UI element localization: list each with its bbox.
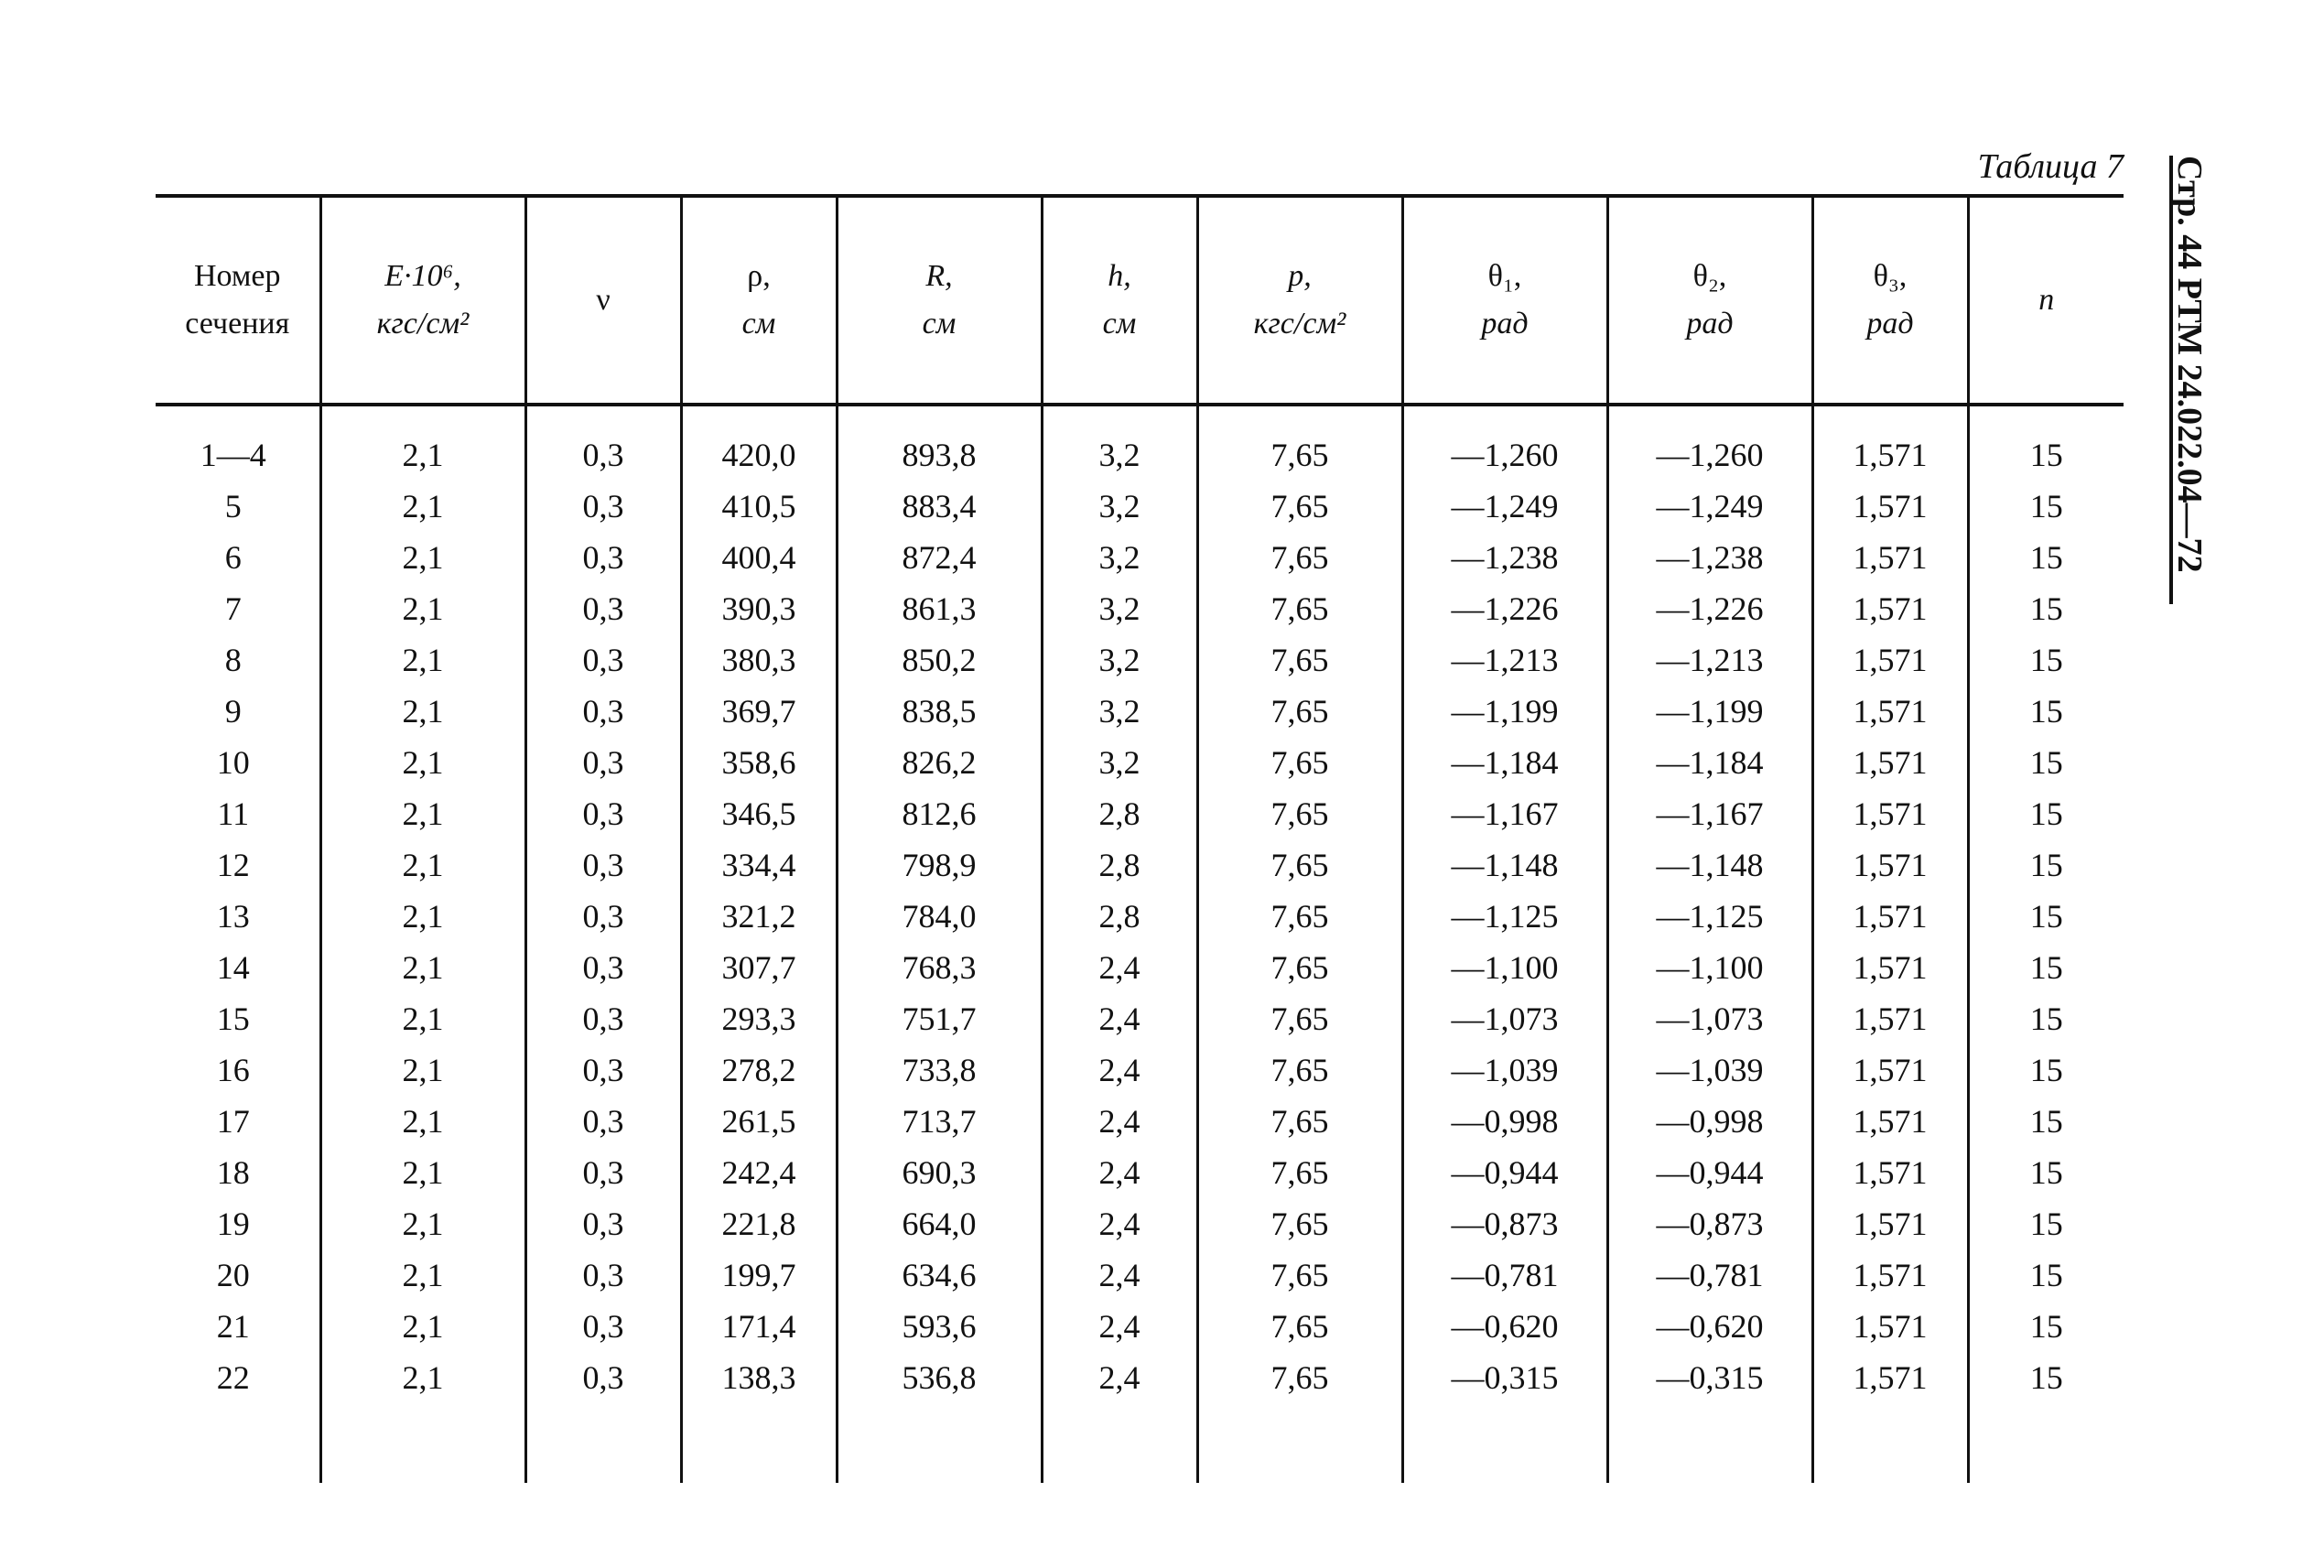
table-cell: 0,3: [525, 405, 681, 481]
table-cell: 221,8: [681, 1198, 837, 1249]
table-cell: 2,1: [320, 405, 525, 481]
table-cell: 3,2: [1042, 634, 1197, 686]
table-cell: 334,4: [681, 839, 837, 891]
table-cell: 2,8: [1042, 891, 1197, 942]
table-cell: 1,571: [1812, 1249, 1968, 1301]
table-cell: —0,873: [1402, 1198, 1607, 1249]
table-cell: 346,5: [681, 788, 837, 839]
table-cell: 3,2: [1042, 686, 1197, 737]
table-cell: —1,148: [1402, 839, 1607, 891]
table-cell: 7,65: [1197, 993, 1402, 1044]
header-radius: R, см: [837, 196, 1042, 405]
table-cell: 7,65: [1197, 1301, 1402, 1352]
table-row: [156, 686, 2124, 737]
table-cell: 19: [216, 1206, 250, 1242]
table-cell: 634,6: [837, 1249, 1042, 1301]
table-cell: —1,260: [1607, 405, 1812, 481]
table-cell: 15: [1968, 737, 2124, 788]
table-cell: 7,65: [1197, 481, 1402, 532]
table-cell: —0,998: [1607, 1096, 1812, 1147]
table-cell: 2,1: [320, 993, 525, 1044]
table-cell: 0,3: [525, 788, 681, 839]
table-cell: 2,4: [1042, 993, 1197, 1044]
table-cell: 0,3: [525, 993, 681, 1044]
table-cell: 15: [1968, 839, 2124, 891]
table-row: [156, 1198, 2124, 1249]
table-cell: 22: [216, 1359, 250, 1396]
table-row: [156, 634, 2124, 686]
table-cell: 826,2: [837, 737, 1042, 788]
table-cell: 536,8: [837, 1352, 1042, 1403]
header-theta3: θ₃, рад: [1812, 196, 1968, 405]
table-cell: 7,65: [1197, 1096, 1402, 1147]
table-cell: 7,65: [1197, 1198, 1402, 1249]
table-row: [156, 839, 2124, 891]
table-row: [156, 1352, 2124, 1403]
table-cell: 15: [1968, 891, 2124, 942]
table-row: [156, 1096, 2124, 1147]
table-cell: 0,3: [525, 634, 681, 686]
table-cell: 1—4: [200, 437, 266, 473]
table-cell: 15: [1968, 1096, 2124, 1147]
table-cell: 278,2: [681, 1044, 837, 1096]
table-cell: 7,65: [1197, 942, 1402, 993]
table-cell: 293,3: [681, 993, 837, 1044]
table-row: [156, 532, 2124, 583]
table-cell: 390,3: [681, 583, 837, 634]
table-row: [156, 583, 2124, 634]
table-cell: 2,1: [320, 839, 525, 891]
table-cell: 5: [224, 488, 242, 524]
table-cell: 664,0: [837, 1198, 1042, 1249]
table-cell: 15: [1968, 1301, 2124, 1352]
table-row: [156, 1301, 2124, 1352]
table-cell: 20: [216, 1257, 250, 1293]
table-cell: 1,571: [1812, 583, 1968, 634]
table-cell: —0,998: [1402, 1096, 1607, 1147]
table-cell: 7,65: [1197, 532, 1402, 583]
table-cell: —1,260: [1402, 405, 1607, 481]
spacer-cell: [320, 1403, 525, 1483]
table-row: [156, 405, 2124, 481]
table-cell: 0,3: [525, 942, 681, 993]
table-cell: 15: [1968, 942, 2124, 993]
table-cell: —0,315: [1402, 1352, 1607, 1403]
table-row: [156, 788, 2124, 839]
table-cell: 199,7: [681, 1249, 837, 1301]
table-cell: 861,3: [837, 583, 1042, 634]
table-cell: 261,5: [681, 1096, 837, 1147]
table-cell: 1,571: [1812, 481, 1968, 532]
table-cell: 17: [216, 1103, 250, 1140]
table-cell: —0,781: [1402, 1249, 1607, 1301]
table-cell: 1,571: [1812, 1044, 1968, 1096]
table-cell: —1,184: [1607, 737, 1812, 788]
table-cell: 15: [1968, 634, 2124, 686]
table-cell: 3,2: [1042, 583, 1197, 634]
table-cell: 321,2: [681, 891, 837, 942]
table-cell: 2,4: [1042, 1044, 1197, 1096]
table-cell: 2,4: [1042, 942, 1197, 993]
table-cell: 2,1: [320, 1249, 525, 1301]
table-row: [156, 891, 2124, 942]
table-cell: 1,571: [1812, 1198, 1968, 1249]
table-cell: —1,238: [1607, 532, 1812, 583]
table-cell: 2,1: [320, 1147, 525, 1198]
table-cell: 2,1: [320, 1096, 525, 1147]
table-cell: 15: [1968, 1249, 2124, 1301]
table-caption: Таблица 7: [1977, 147, 2124, 186]
table-cell: 1,571: [1812, 686, 1968, 737]
table-cell: 307,7: [681, 942, 837, 993]
spacer-cell: [1402, 1403, 1607, 1483]
table-cell: 15: [1968, 532, 2124, 583]
page-side-label: Стр. 44 РТМ 24.022.04—72: [2170, 156, 2209, 573]
table-cell: 1,571: [1812, 532, 1968, 583]
table-cell: 14: [216, 949, 250, 986]
table-cell: 16: [216, 1052, 250, 1088]
table-cell: 3,2: [1042, 737, 1197, 788]
table-cell: 15: [1968, 583, 2124, 634]
table-cell: 0,3: [525, 481, 681, 532]
table-cell: 10: [216, 744, 250, 781]
table-cell: 400,4: [681, 532, 837, 583]
table-cell: 2,8: [1042, 788, 1197, 839]
table-cell: 2,4: [1042, 1301, 1197, 1352]
table-cell: —1,148: [1607, 839, 1812, 891]
table-cell: 7,65: [1197, 891, 1402, 942]
table-cell: 15: [1968, 993, 2124, 1044]
table-cell: 1,571: [1812, 891, 1968, 942]
table-cell: 2,1: [320, 737, 525, 788]
header-poisson-ratio: ν: [525, 196, 681, 405]
table-cell: —1,039: [1607, 1044, 1812, 1096]
table-cell: 1,571: [1812, 634, 1968, 686]
table-cell: 2,1: [320, 686, 525, 737]
table-cell: —1,238: [1402, 532, 1607, 583]
table-cell: 733,8: [837, 1044, 1042, 1096]
table-cell: 12: [216, 847, 250, 883]
table-cell: 2,1: [320, 1352, 525, 1403]
table-cell: 2,8: [1042, 839, 1197, 891]
table-row: [156, 737, 2124, 788]
table-row: [156, 481, 2124, 532]
table-cell: 768,3: [837, 942, 1042, 993]
table-row: [156, 993, 2124, 1044]
table-cell: 410,5: [681, 481, 837, 532]
table-cell: 2,4: [1042, 1147, 1197, 1198]
table-cell: 6: [224, 539, 242, 576]
table-cell: 7,65: [1197, 634, 1402, 686]
header-elastic-modulus: E·10⁶, кгс/см²: [320, 196, 525, 405]
table-cell: 7,65: [1197, 405, 1402, 481]
table-cell: 0,3: [525, 1198, 681, 1249]
table-cell: —1,039: [1402, 1044, 1607, 1096]
table-cell: —1,100: [1607, 942, 1812, 993]
table-cell: 15: [216, 1000, 250, 1037]
table-cell: 242,4: [681, 1147, 837, 1198]
table-row: [156, 942, 2124, 993]
table-cell: 838,5: [837, 686, 1042, 737]
table-cell: 1,571: [1812, 1301, 1968, 1352]
table-cell: 798,9: [837, 839, 1042, 891]
table-cell: —1,213: [1402, 634, 1607, 686]
table-cell: 2,1: [320, 481, 525, 532]
table-cell: —0,944: [1402, 1147, 1607, 1198]
table-row: [156, 1249, 2124, 1301]
table-cell: 15: [1968, 1044, 2124, 1096]
table-cell: 2,1: [320, 891, 525, 942]
table-cell: 18: [216, 1154, 250, 1191]
table-cell: 0,3: [525, 1044, 681, 1096]
table-cell: 8: [224, 642, 242, 678]
table-cell: 138,3: [681, 1352, 837, 1403]
spacer-cell: [525, 1403, 681, 1483]
table-cell: 0,3: [525, 737, 681, 788]
table-cell: —1,213: [1607, 634, 1812, 686]
table-cell: 784,0: [837, 891, 1042, 942]
table-cell: 7,65: [1197, 788, 1402, 839]
table-bottom-spacer: [156, 1403, 2124, 1483]
table-cell: 15: [1968, 1147, 2124, 1198]
table-cell: —1,199: [1402, 686, 1607, 737]
table-cell: 1,571: [1812, 405, 1968, 481]
table-cell: 0,3: [525, 686, 681, 737]
table-cell: 872,4: [837, 532, 1042, 583]
table-cell: 2,1: [320, 634, 525, 686]
table-cell: 2,1: [320, 1301, 525, 1352]
table-cell: 9: [224, 693, 242, 730]
table-cell: 593,6: [837, 1301, 1042, 1352]
table-cell: 15: [1968, 481, 2124, 532]
table-cell: —1,073: [1607, 993, 1812, 1044]
table-cell: 0,3: [525, 532, 681, 583]
table-cell: —0,620: [1402, 1301, 1607, 1352]
table-cell: —0,620: [1607, 1301, 1812, 1352]
table-cell: 3,2: [1042, 481, 1197, 532]
spacer-cell: [156, 1403, 320, 1483]
table-cell: —1,249: [1402, 481, 1607, 532]
table-cell: 1,571: [1812, 737, 1968, 788]
spacer-cell: [681, 1403, 837, 1483]
table-cell: 7,65: [1197, 686, 1402, 737]
table-cell: 0,3: [525, 1147, 681, 1198]
table-row: [156, 1044, 2124, 1096]
table-cell: 7,65: [1197, 737, 1402, 788]
table-cell: 369,7: [681, 686, 837, 737]
table-cell: 0,3: [525, 1352, 681, 1403]
table-row: [156, 1147, 2124, 1198]
table-cell: —1,184: [1402, 737, 1607, 788]
table-cell: 15: [1968, 788, 2124, 839]
table-cell: —1,249: [1607, 481, 1812, 532]
spacer-cell: [1197, 1403, 1402, 1483]
data-table: [156, 194, 2124, 1483]
table-cell: 7,65: [1197, 1044, 1402, 1096]
table-cell: —0,944: [1607, 1147, 1812, 1198]
table-cell: 1,571: [1812, 993, 1968, 1044]
table-cell: —0,873: [1607, 1198, 1812, 1249]
table-cell: 2,1: [320, 532, 525, 583]
spacer-cell: [1607, 1403, 1812, 1483]
table-cell: 0,3: [525, 839, 681, 891]
table-cell: 0,3: [525, 1249, 681, 1301]
table-cell: 7,65: [1197, 583, 1402, 634]
table-cell: —1,167: [1607, 788, 1812, 839]
table-cell: 883,4: [837, 481, 1042, 532]
table-cell: 0,3: [525, 891, 681, 942]
spacer-cell: [1812, 1403, 1968, 1483]
table-cell: 2,1: [320, 1044, 525, 1096]
table-cell: 7: [224, 590, 242, 627]
table-cell: 21: [216, 1308, 250, 1345]
table-body: [156, 405, 2124, 1483]
table-cell: 850,2: [837, 634, 1042, 686]
table-cell: 15: [1968, 1198, 2124, 1249]
header-theta1: θ₁, рад: [1402, 196, 1607, 405]
table-cell: —1,226: [1402, 583, 1607, 634]
table-cell: 358,6: [681, 737, 837, 788]
table-cell: 420,0: [681, 405, 837, 481]
table-cell: —1,199: [1607, 686, 1812, 737]
table-cell: 7,65: [1197, 839, 1402, 891]
table-cell: 15: [1968, 686, 2124, 737]
table-cell: —1,100: [1402, 942, 1607, 993]
table-cell: 690,3: [837, 1147, 1042, 1198]
table-cell: 7,65: [1197, 1147, 1402, 1198]
table-cell: 3,2: [1042, 405, 1197, 481]
table-cell: —1,226: [1607, 583, 1812, 634]
table-cell: —0,315: [1607, 1352, 1812, 1403]
spacer-cell: [837, 1403, 1042, 1483]
table-cell: 713,7: [837, 1096, 1042, 1147]
table-cell: —1,073: [1402, 993, 1607, 1044]
header-pressure: p, кгс/см²: [1197, 196, 1402, 405]
spacer-cell: [1042, 1403, 1197, 1483]
header-rho: ρ, см: [681, 196, 837, 405]
table-cell: 2,4: [1042, 1352, 1197, 1403]
header-thickness: h, см: [1042, 196, 1197, 405]
table-cell: 812,6: [837, 788, 1042, 839]
table-cell: 3,2: [1042, 532, 1197, 583]
header-row: [156, 196, 2124, 405]
table-cell: 1,571: [1812, 1096, 1968, 1147]
table-cell: 2,1: [320, 1198, 525, 1249]
table-cell: 2,4: [1042, 1198, 1197, 1249]
table-cell: 171,4: [681, 1301, 837, 1352]
table-cell: 893,8: [837, 405, 1042, 481]
table-cell: 15: [1968, 405, 2124, 481]
table-cell: 380,3: [681, 634, 837, 686]
table-cell: 11: [217, 795, 250, 832]
table-cell: 751,7: [837, 993, 1042, 1044]
table-cell: 15: [1968, 1352, 2124, 1403]
table-cell: 2,1: [320, 788, 525, 839]
spacer-cell: [1968, 1403, 2124, 1483]
table-cell: 2,1: [320, 942, 525, 993]
table-cell: 1,571: [1812, 839, 1968, 891]
table-cell: 1,571: [1812, 788, 1968, 839]
table-cell: 7,65: [1197, 1352, 1402, 1403]
table-cell: 2,4: [1042, 1249, 1197, 1301]
table-cell: —1,125: [1402, 891, 1607, 942]
table-cell: 13: [216, 898, 250, 935]
header-n: n: [1968, 196, 2124, 405]
header-section-number: Номер сечения: [156, 196, 320, 405]
table-cell: 0,3: [525, 583, 681, 634]
table-cell: —1,167: [1402, 788, 1607, 839]
table-cell: 2,1: [320, 583, 525, 634]
table-cell: 1,571: [1812, 1147, 1968, 1198]
table-cell: 2,4: [1042, 1096, 1197, 1147]
table-cell: 0,3: [525, 1301, 681, 1352]
table-cell: 7,65: [1197, 1249, 1402, 1301]
table-cell: —1,125: [1607, 891, 1812, 942]
table-cell: —0,781: [1607, 1249, 1812, 1301]
table-cell: 1,571: [1812, 1352, 1968, 1403]
table-cell: 1,571: [1812, 942, 1968, 993]
header-theta2: θ₂, рад: [1607, 196, 1812, 405]
table-cell: 0,3: [525, 1096, 681, 1147]
